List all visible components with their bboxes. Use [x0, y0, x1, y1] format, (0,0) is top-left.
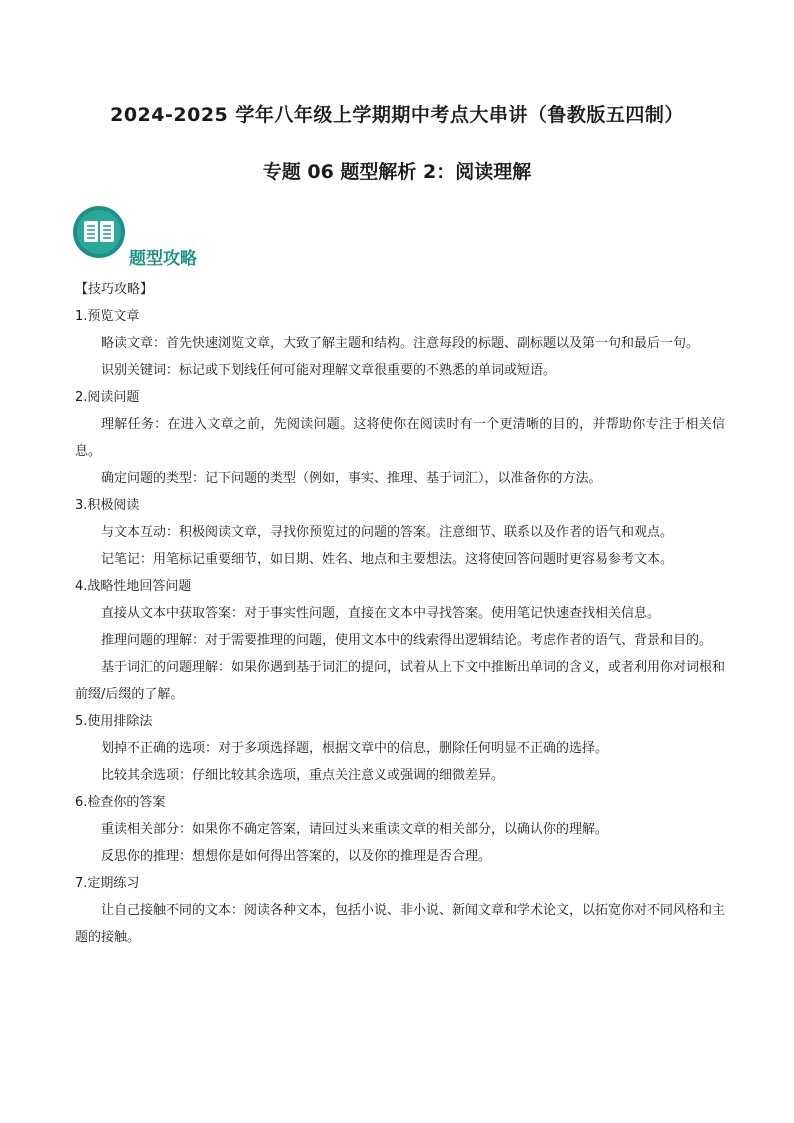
page-title: 2024-2025 学年八年级上学期期中考点大串讲（鲁教版五四制）: [110, 104, 684, 126]
paragraph: 比较其余选项：仔细比较其余选项，重点关注意义或强调的细微差异。: [101, 768, 505, 783]
paragraph: 反思你的推理：想想你是如何得出答案的，以及你的推理是否合理。: [101, 849, 492, 864]
paragraph: 略读文章：首先快速浏览文章，大致了解主题和结构。注意每段的标题、副标题以及第一句和最后一句。: [101, 336, 700, 351]
bracket-heading: 【技巧攻略】: [75, 282, 154, 297]
paragraph: 基于词汇的问题理解：如果你遇到基于词汇的提问，试着从上下文中推断出单词的含义，或者利用你对词根和前缀/后缀的了解。: [75, 660, 726, 702]
paragraph: 推理问题的理解：对于需要推理的问题，使用文本中的线索得出逻辑结论。考虑作者的语气、背景和目的。: [101, 633, 713, 648]
paragraph: 划掉不正确的选项：对于多项选择题，根据文章中的信息，删除任何明显不正确的选择。: [101, 741, 609, 756]
section-heading: 7.定期练习: [75, 876, 140, 891]
paragraph: 与文本互动：积极阅读文章，寻找你预览过的问题的答案。注意细节、联系以及作者的语气和观点。: [101, 525, 674, 540]
section-badge-label: 题型攻略: [129, 249, 197, 269]
section-heading: 3.积极阅读: [75, 498, 140, 513]
section-heading: 5.使用排除法: [75, 714, 153, 729]
paragraph: 识别关键词：标记或下划线任何可能对理解文章很重要的不熟悉的单词或短语。: [101, 363, 557, 378]
book-icon: [73, 206, 125, 258]
paragraph: 记笔记：用笔标记重要细节，如日期、姓名、地点和主要想法。这将使回答问题时更容易参考文本。: [101, 552, 674, 567]
document-body: [75, 276, 725, 951]
paragraph: 直接从文本中获取答案：对于事实性问题，直接在文本中寻找答案。使用笔记快速查找相关信息。: [101, 606, 661, 621]
paragraph: 理解任务：在进入文章之前，先阅读问题。这将使你在阅读时有一个更清晰的目的，并帮助你专注于相关信息。: [75, 417, 725, 459]
paragraph: 确定问题的类型：记下问题的类型（例如，事实、推理、基于词汇），以准备你的方法。: [101, 471, 602, 486]
paragraph: 让自己接触不同的文本：阅读各种文本，包括小说、非小说、新闻文章和学术论文，以拓宽你对不同风格和主题的接触。: [75, 903, 726, 945]
paragraph: 重读相关部分：如果你不确定答案，请回过头来重读文章的相关部分，以确认你的理解。: [101, 822, 609, 837]
section-heading: 6.检查你的答案: [75, 795, 166, 810]
page-subtitle: 专题 06 题型解析 2：阅读理解: [262, 161, 532, 183]
section-heading: 2.阅读问题: [75, 390, 140, 405]
section-heading: 1.预览文章: [75, 309, 140, 324]
section-heading: 4.战略性地回答问题: [75, 579, 192, 594]
